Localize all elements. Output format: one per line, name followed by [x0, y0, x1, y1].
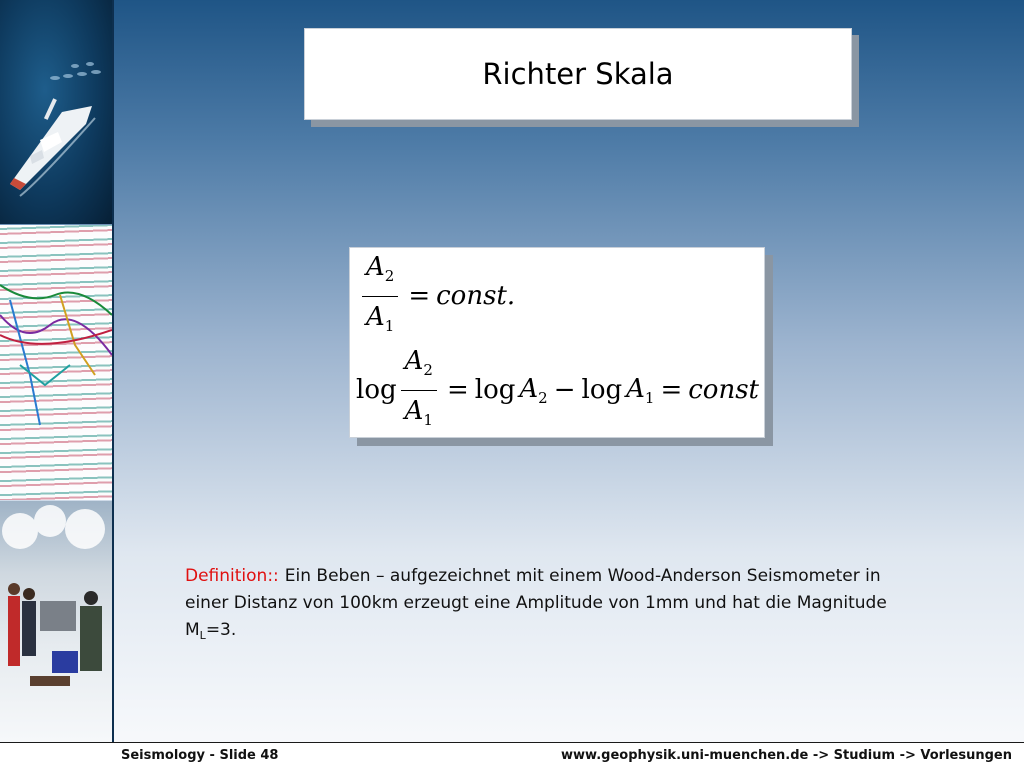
formula-box	[349, 247, 765, 438]
definition-text-end: =3.	[205, 620, 237, 640]
slide-title: Richter Skala	[482, 57, 674, 91]
definition-colon: :	[273, 566, 279, 586]
log-operator: log	[474, 375, 516, 405]
ratio-fraction	[362, 249, 398, 344]
seismic-section-image	[0, 225, 112, 500]
footer-url: www.geophysik.uni-muenchen.de -> Studium -> Vorlesungen	[561, 748, 1012, 763]
definition-text: Ein Beben – aufgezeichnet mit einem Wood-Anderson Seismometer in einer Distanz von 100km erzeugt eine Amplitude von 1mm und hat die Magnitude M	[185, 566, 887, 640]
equals-sign: =	[660, 375, 683, 405]
field-work-photo	[0, 501, 112, 742]
log-ratio-fraction	[401, 343, 437, 438]
definition-paragraph	[185, 563, 925, 649]
field-scene	[0, 501, 112, 742]
seismic-traces	[0, 225, 112, 500]
definition-label: Definition:	[185, 566, 274, 586]
minus-sign: −	[553, 375, 576, 405]
ship-photo	[0, 0, 112, 224]
sidebar-images	[0, 0, 112, 742]
equals-sign: =	[446, 375, 469, 405]
constant-term: const.	[436, 281, 516, 311]
fraction-bar	[362, 296, 398, 297]
sidebar-divider	[112, 0, 114, 742]
fraction-numerator: $A_2$	[366, 251, 395, 285]
log-operator: log	[356, 375, 397, 405]
fraction-denominator: $A_1$	[404, 395, 433, 429]
footer-slide-label: Seismology - Slide 48	[121, 748, 279, 763]
fraction-bar	[401, 390, 437, 391]
footer	[0, 742, 1024, 768]
ship-illustration	[0, 0, 112, 224]
magnitude-subscript: L	[199, 629, 206, 642]
constant-term: const	[688, 375, 760, 405]
log-operator: log	[581, 375, 623, 405]
amplitude-a1: $A_1$	[626, 373, 655, 407]
equals-sign: =	[408, 281, 431, 311]
log-equation	[356, 345, 760, 432]
amplitude-a2: $A_2$	[519, 373, 548, 407]
title-box	[304, 28, 852, 120]
fraction-denominator: $A_1$	[366, 301, 395, 335]
amplitude-ratio-equation	[358, 251, 516, 338]
fraction-numerator: $A_2$	[404, 345, 433, 379]
